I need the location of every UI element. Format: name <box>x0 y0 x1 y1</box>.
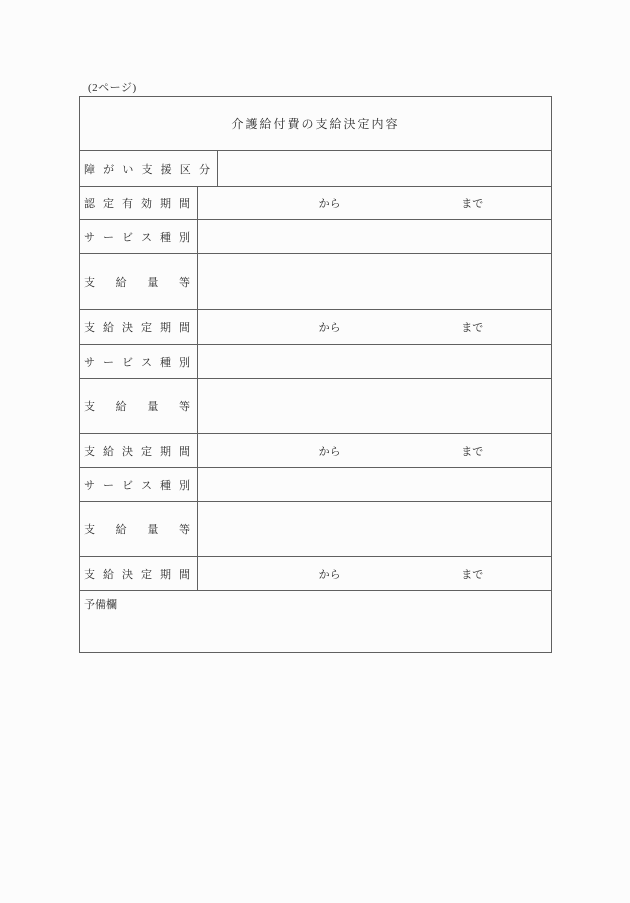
table-row-decision-period-3 <box>80 556 551 590</box>
decision-period-value-cell <box>198 310 551 344</box>
period-to-label: まで <box>461 322 484 334</box>
benefit-amount-value-cell <box>198 254 551 309</box>
period-from-label: から <box>318 322 341 334</box>
table-row-decision-period-2 <box>80 433 551 467</box>
page-number-label: (2ページ) <box>88 82 137 94</box>
benefit-amount-value-cell <box>198 379 551 433</box>
service-type-value-cell <box>198 345 551 378</box>
table-row-benefit-amount-2 <box>80 378 551 433</box>
row-label: 支 給 決 定 期 間 <box>80 557 198 590</box>
table-row-service-type-1 <box>80 219 551 253</box>
table-row-disability-class <box>80 150 551 186</box>
row-label: サ ー ビ ス 種 別 <box>80 220 198 253</box>
service-type-value-cell <box>198 220 551 253</box>
row-label: 障 が い 支 援 区 分 <box>80 151 218 186</box>
row-label: 支 給 決 定 期 間 <box>80 434 198 467</box>
row-label: 認 定 有 効 期 間 <box>80 187 198 219</box>
decision-period-value-cell <box>198 557 551 590</box>
row-label: 支 給 量 等 <box>80 502 198 556</box>
table-row-service-type-3 <box>80 467 551 501</box>
table-row-service-type-2 <box>80 344 551 378</box>
table-row-benefit-amount-1 <box>80 253 551 309</box>
reserve-field-label: 予備欄 <box>84 599 117 611</box>
decision-period-value-cell <box>198 434 551 467</box>
disability-class-value-cell <box>218 151 551 186</box>
period-to-label: まで <box>461 568 484 581</box>
benefit-amount-value-cell <box>198 502 551 556</box>
period-to-label: まで <box>461 198 484 210</box>
table-title: 介護給付費の支給決定内容 <box>231 117 400 131</box>
table-title-row <box>80 97 551 150</box>
period-from-label: から <box>318 568 341 581</box>
row-label: 支 給 決 定 期 間 <box>80 310 198 344</box>
table-row-certification-period <box>80 186 551 219</box>
row-label: 支 給 量 等 <box>80 379 198 433</box>
period-to-label: まで <box>461 445 484 458</box>
service-type-value-cell <box>198 468 551 501</box>
row-label: 支 給 量 等 <box>80 254 198 309</box>
period-from-label: から <box>318 198 341 210</box>
table-row-benefit-amount-3 <box>80 501 551 556</box>
benefits-decision-table <box>79 96 552 653</box>
table-row-reserve-field <box>80 590 551 654</box>
period-from-label: から <box>318 445 341 458</box>
certification-period-value-cell <box>198 187 551 219</box>
row-label: サ ー ビ ス 種 別 <box>80 345 198 378</box>
row-label: サ ー ビ ス 種 別 <box>80 468 198 501</box>
table-row-decision-period-1 <box>80 309 551 344</box>
